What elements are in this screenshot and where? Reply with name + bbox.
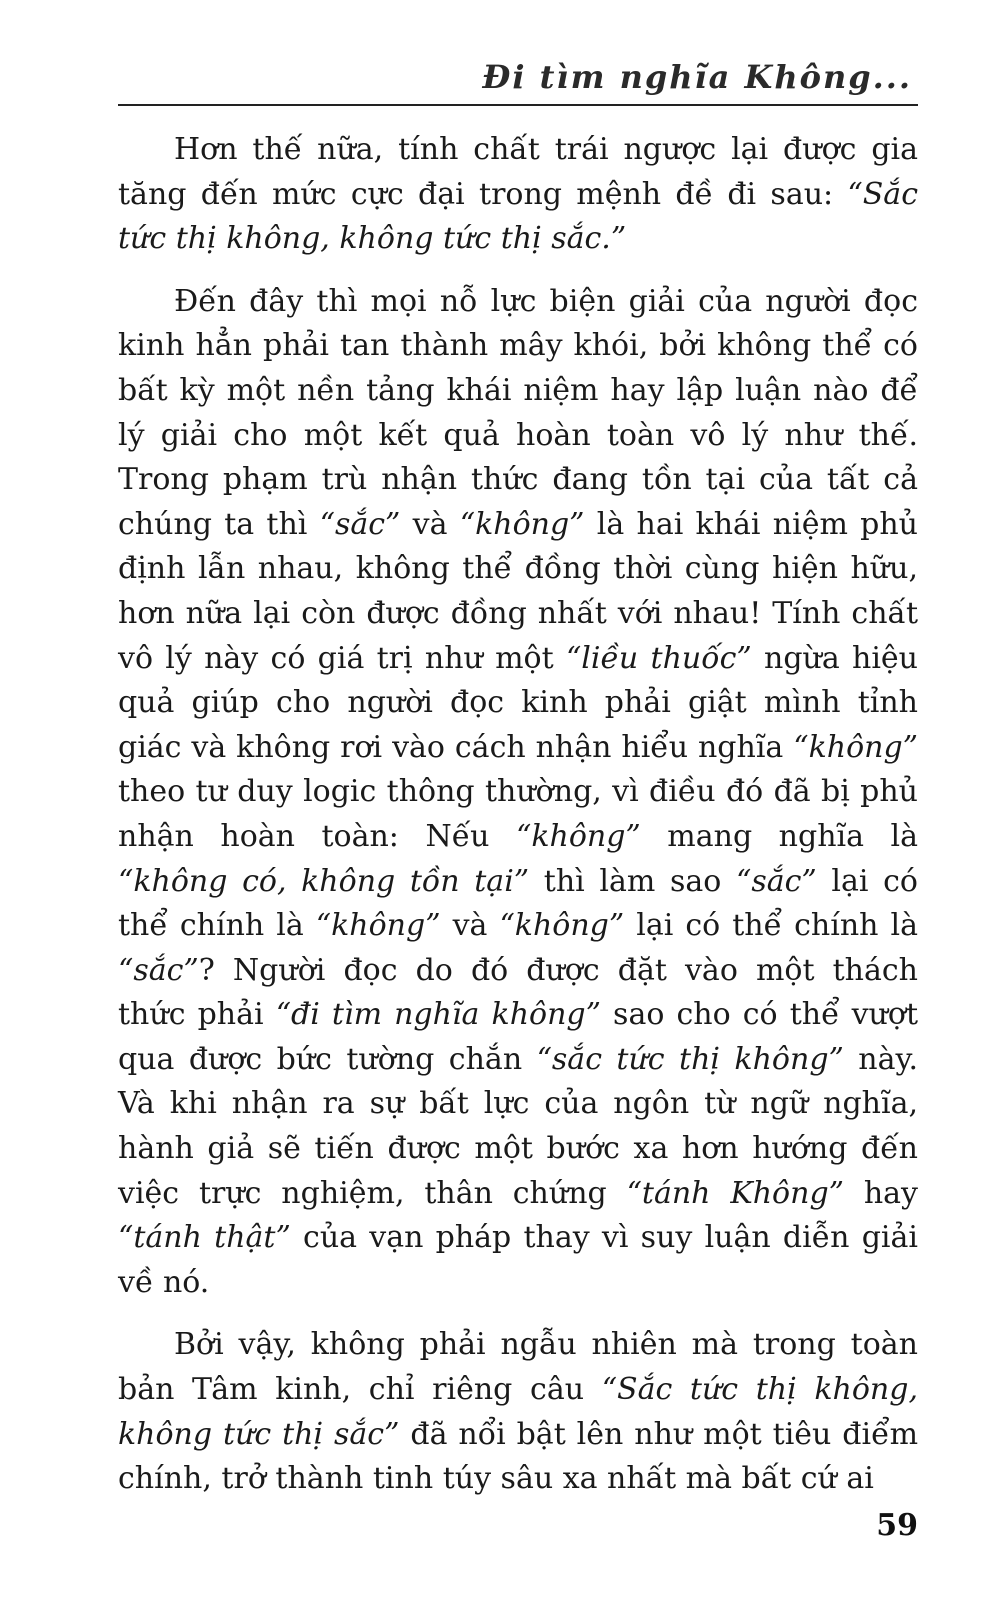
italic-phrase: “sắc tức thị không” xyxy=(536,1041,844,1077)
text-run: lại có thể chính là xyxy=(624,908,918,944)
text-run: ? Người đọc do đó được đặt vào một thách thức phải xyxy=(118,952,918,1033)
italic-phrase: “liều thuốc” xyxy=(565,640,752,676)
text-run: là hai khái niệm phủ định lẫn nhau, không thể đồng thời cùng hiện hữu, hơn nữa lại còn được đồng nhất với nhau! Tính chất vô lý này có giá trị như một xyxy=(118,506,918,676)
text-run: Đến đây thì mọi nỗ lực biện giải của người đọc kinh hẳn phải tan thành mây khói, bởi không thể có bất kỳ một nền tảng khái niệm hay lập luận nào để lý giải cho một kết quả hoàn toàn vô lý như thế. Trong phạm trù nhận thức đang tồn tại của tất cả chúng ta thì xyxy=(118,283,918,542)
italic-phrase: “không có, không tồn tại” xyxy=(118,863,530,899)
italic-phrase: “đi tìm nghĩa không” xyxy=(275,997,601,1033)
italic-phrase: “tánh thật” xyxy=(118,1220,291,1256)
italic-phrase: “không” xyxy=(459,506,585,542)
paragraph xyxy=(118,1323,918,1501)
paragraph xyxy=(118,128,918,262)
italic-phrase: “không” xyxy=(793,729,918,765)
page-header xyxy=(118,56,918,106)
text-run: theo tư duy logic thông thường, vì điều đó đã bị phủ nhận hoàn toàn: Nếu xyxy=(118,774,918,854)
italic-phrase: “Sắc tức thị không, không tức thị sắc.” xyxy=(118,176,918,257)
italic-phrase: “không” xyxy=(499,908,625,944)
text-run: này. Và khi nhận ra sự bất lực của ngôn từ ngữ nghĩa, hành giả sẽ tiến được một bước xa hơn hướng đến việc trực nghiệm, thân chứng xyxy=(118,1041,918,1211)
text-run: của vạn pháp thay vì suy luận diễn giải về nó. xyxy=(118,1220,918,1300)
text-run: sao cho có thể vượt qua được bức tường chắn xyxy=(118,997,919,1077)
page-number: 59 xyxy=(876,1508,918,1543)
text-run: Hơn thế nữa, tính chất trái ngược lại được gia tăng đến mức cực đại trong mệnh đề đi sau: xyxy=(118,132,918,212)
text-run: thì làm sao xyxy=(529,863,736,899)
italic-phrase: “Sắc tức thị không, không tức thị sắc” xyxy=(118,1372,918,1452)
text-run: lại có thể chính là xyxy=(118,863,918,944)
running-title: Đi tìm nghĩa Không... xyxy=(482,58,912,96)
italic-phrase: “sắc” xyxy=(735,863,817,899)
text-run: mang nghĩa là xyxy=(640,818,918,854)
italic-phrase: “không” xyxy=(315,908,441,944)
text-run: hay xyxy=(843,1175,918,1211)
italic-phrase: “tánh Không” xyxy=(626,1175,844,1211)
paragraph xyxy=(118,280,918,1306)
body-text xyxy=(118,128,918,1520)
text-run: ngừa hiệu quả giúp cho người đọc kinh phải giật mình tỉnh giác và không rơi vào cách nhận hiểu nghĩa xyxy=(118,640,918,765)
text-run: đã nổi bật lên như một tiêu điểm chính, trở thành tinh túy sâu xa nhất mà bất cứ ai xyxy=(118,1416,919,1497)
italic-phrase: “không” xyxy=(516,818,641,854)
text-run: và xyxy=(400,506,460,542)
italic-phrase: “sắc” xyxy=(319,506,401,542)
text-run: Bởi vậy, không phải ngẫu nhiên mà trong toàn bản Tâm kinh, chỉ riêng câu xyxy=(118,1327,918,1408)
italic-phrase: “sắc” xyxy=(118,952,199,988)
text-run: và xyxy=(440,908,500,944)
